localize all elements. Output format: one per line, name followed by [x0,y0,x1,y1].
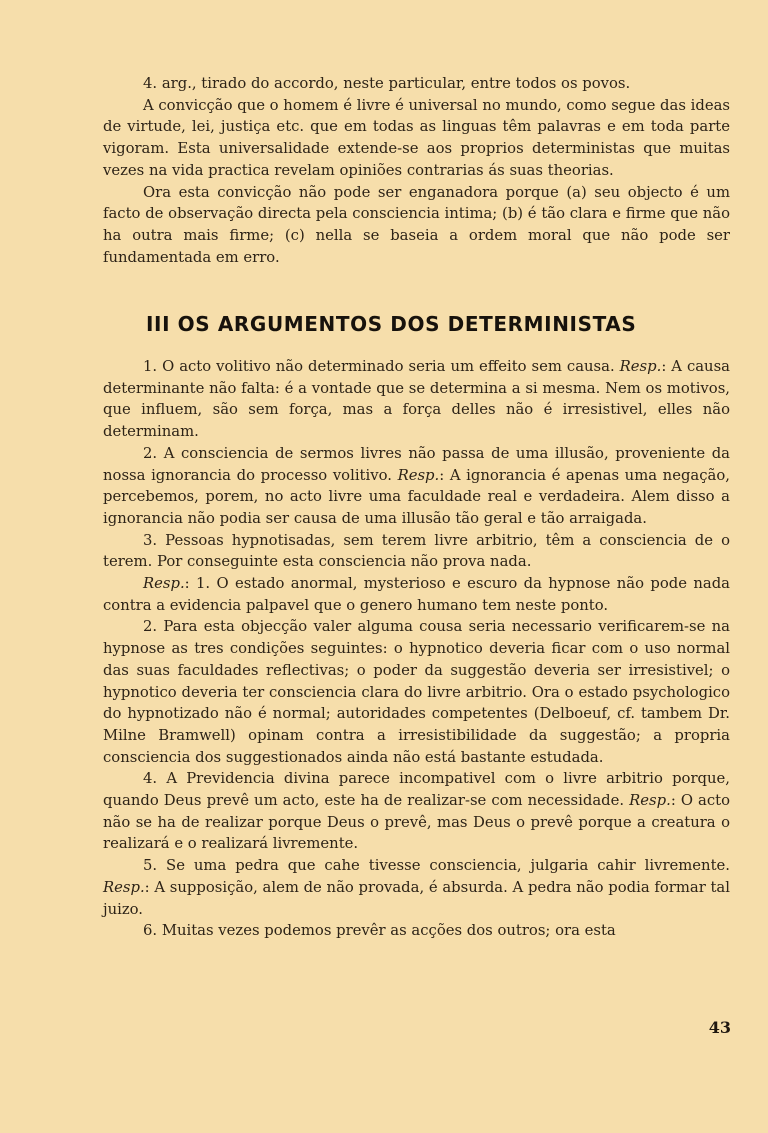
argument-text: 6. Muitas vezes podemos prevêr as acções dos outros; ora esta [143,922,616,940]
argument-text: 4. A Previdencia divina parece incompativel com o livre arbitrio porque, quando Deus prevê um acto, este ha de realizar-se com necessidade. [103,770,730,810]
response-text: : 1. O estado anormal, mysterioso e escuro da hypnose não pode nada contra a evidencia palpavel que o genero humano tem neste ponto. [103,575,730,614]
arguments-text [103,356,730,942]
argument-text: 3. Pessoas hypnotisadas, sem terem livre arbitrio, têm a consciencia de o terem. Por conseguinte esta consciencia não prova nada. [103,531,730,571]
section-heading: III OS ARGUMENTOS DOS DETERMINISTAS [146,312,637,336]
argument-paragraph [103,855,730,920]
argument-paragraph [103,443,730,530]
response-text: : A supposição, alem de não provada, é absurda. A pedra não podia formar tal juizo. [103,878,730,918]
resp-label: Resp. [629,792,671,810]
argument-text: 5. Se uma pedra que cahe tivesse consciencia, julgaria cahir livremente. [143,857,730,875]
intro-paragraph: 4. arg., tirado do accordo, neste particular, entre todos os povos. [143,75,631,92]
argument-paragraph [103,616,730,768]
argument-paragraph [103,356,730,443]
resp-label: Resp. [143,575,185,593]
intro-paragraph: Ora esta convicção não pode ser enganadora porque (a) seu objecto é um facto de observação directa pela consciencia intima; (b) é tão clara e firme que não ha outra mais firme; (c) nella se baseia a ordem moral que não pode ser fundamentada em erro. [103,183,730,266]
response-text: : O acto não se ha de realizar porque Deus o prevê, mas Deus o prevê porque a creatura o realizará e o realizará livremente. [103,792,730,853]
response-text: : A ignorancia é apenas uma negação, percebemos, porem, no acto livre uma faculdade real e verdadeira. Alem disso a ignorancia não podia ser causa de uma illusão tão geral e tão arraigada. [103,466,730,527]
argument-text: 2. Para esta objecção valer alguma cousa seria necessario verificarem-se na hypnose as tres condições seguintes: o hypnotico deveria ficar com o uso normal das suas faculdades reflectivas; o poder da suggestão deveria ser irresistivel; o hypnotico deveria ter consciencia clara do livre arbitrio. Ora o estado psychologico do hypnotizado não é normal; autoridades competentes (Delboeuf, cf. tambem Dr. Milne Bramwell) opinam contra a irresistibilidade da suggestão; a propria consciencia dos suggestionados ainda não está bastante estudada. [103,618,730,766]
argument-paragraph [103,530,730,573]
response-text: : A causa determinante não falta: é a vontade que se determina a si mesma. Nem os motivos, que influem, são sem força, mas a força delles não é irresistivel, elles não determinam. [103,358,730,441]
argument-paragraph [103,920,730,942]
intro-paragraph: A convicção que o homem é livre é universal no mundo, como segue das ideas de virtude, lei, justiça etc. que em todas as linguas têm palavras e em toda parte vigoram. Esta universalidade extende-se aos proprios deterministas que muitas vezes na vida practica revelam opiniões contrarias ás suas theorias. [103,96,730,179]
resp-label: Resp. [619,358,662,375]
argument-paragraph [103,573,730,616]
intro-text [103,73,730,268]
argument-paragraph [103,768,730,855]
argument-text: 2. A consciencia de sermos livres não passa de uma illusão, proveniente da nossa ignorancia do processo volitivo. [103,444,730,484]
resp-label: Resp. [103,878,145,896]
argument-text: 1. O acto volitivo não determinado seria um effeito sem causa. [143,358,620,375]
resp-label: Resp. [397,466,440,484]
page-number: 43 [708,1018,731,1037]
